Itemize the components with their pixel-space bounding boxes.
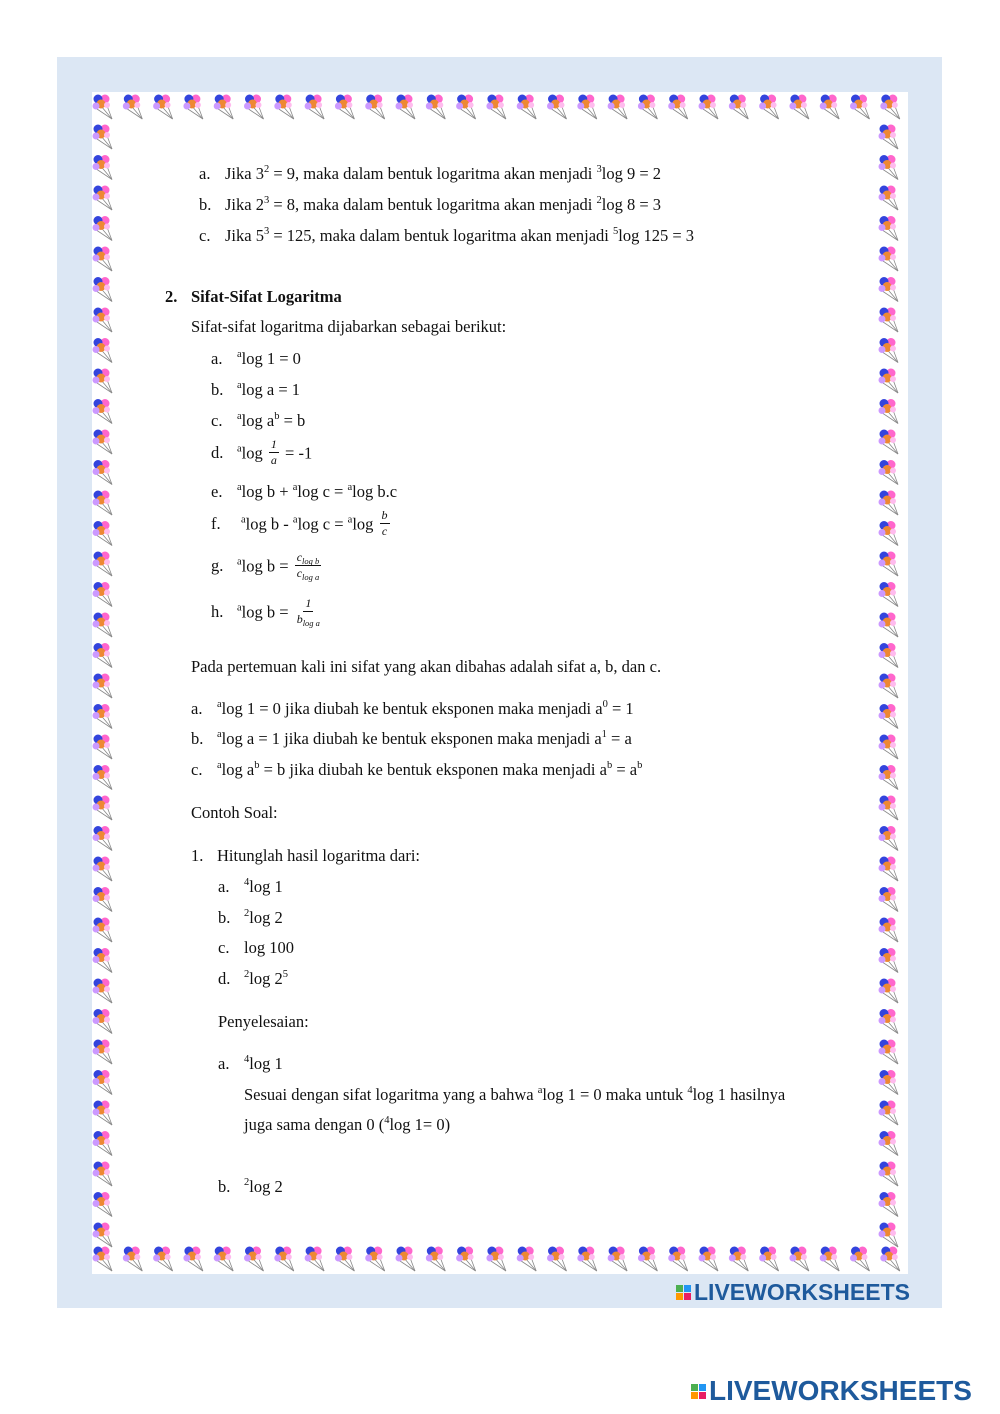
property-b: b. $^a$log a = 1 <box>211 380 301 399</box>
fraction: $\frac{1}{a}$ <box>270 437 277 468</box>
property-g: g. $^a$log b = $\frac{c_{log b}}{c_{log a}}$ <box>211 550 320 583</box>
intro-example-a: a. Jika $3^2 = 9$, maka dalam bentuk logaritma akan menjadi $^3$log 9 = 2 <box>199 164 662 183</box>
brand-grid-icon <box>676 1285 691 1300</box>
fraction: $\frac{1}{b_{log a}}$ <box>296 596 320 629</box>
question-1: 1. Hitunglah hasil logaritma dari: <box>191 846 420 865</box>
conversion-b: b. $^a$log a = 1 jika diubah ke bentuk eksponen maka menjadi $a^1 = a$ <box>191 729 632 748</box>
brand-logo-footer: LIVEWORKSHEETS <box>691 1375 972 1407</box>
question-item-b: b. $^2$log 2 <box>218 908 283 927</box>
fraction: $\frac{b}{c}$ <box>381 508 388 539</box>
question-item-c: c. log 100 <box>218 938 294 957</box>
solution-heading: Penyelesaian: <box>218 1012 309 1031</box>
example-heading: Contoh Soal: <box>191 803 278 822</box>
question-item-a: a. $^4$log 1 <box>218 877 283 896</box>
question-item-d: d. $^2$log $2^5$ <box>218 969 288 988</box>
conversion-a: a. $^a$log 1 = 0 jika diubah ke bentuk eksponen maka menjadi $a^0 = 1$ <box>191 699 634 718</box>
solution-a: a. $^4$log 1 <box>218 1054 283 1073</box>
solution-b: b. $^2$log 2 <box>218 1177 283 1196</box>
property-e: e. $^a$log b + $^a$log c = $^a$log b.c <box>211 482 398 501</box>
intro-example-c: c. Jika $5^3 = 125$, maka dalam bentuk logaritma akan menjadi $^5$log 125 = 3 <box>199 226 695 245</box>
intro-example-b: b. Jika $2^3 = 8$, maka dalam bentuk logaritma akan menjadi $^2$log 8 = 3 <box>199 195 662 214</box>
solution-a-explanation-2: juga sama dengan 0 ($^4$log 1= 0) <box>244 1115 451 1134</box>
property-h: h. $^a$log b = $\frac{1}{b_{log a}}$ <box>211 596 320 629</box>
solution-a-explanation-1: Sesuai dengan sifat logaritma yang a bahwa $^a$log 1 = 0 maka untuk $^4$log 1 hasilnya <box>244 1085 786 1104</box>
fraction: $\frac{c_{log b}}{c_{log a}}$ <box>296 550 320 583</box>
brand-grid-icon <box>691 1384 706 1399</box>
property-f: f. $^a$log b - $^a$log c = $^a$log $\frac{b}{c}$ <box>211 508 388 539</box>
property-d: d. $^a$log $\frac{1}{a}$ = -1 <box>211 437 313 468</box>
section-heading: 2. Sifat-Sifat Logaritma <box>165 287 342 306</box>
conversion-c: c. $^a$log $a^b = b$ jika diubah ke bentuk eksponen maka menjadi $a^b = a^b$ <box>191 760 643 779</box>
property-c: c. $^a$log $a^b = b$ <box>211 411 306 430</box>
property-a: a. $^a$log 1 = 0 <box>211 349 301 368</box>
discussion-text: Pada pertemuan kali ini sifat yang akan dibahas adalah sifat a, b, dan c. <box>191 657 662 676</box>
section-intro: Sifat-sifat logaritma dijabarkan sebagai berikut: <box>191 317 507 336</box>
brand-logo-sheet: LIVEWORKSHEETS <box>676 1279 910 1306</box>
